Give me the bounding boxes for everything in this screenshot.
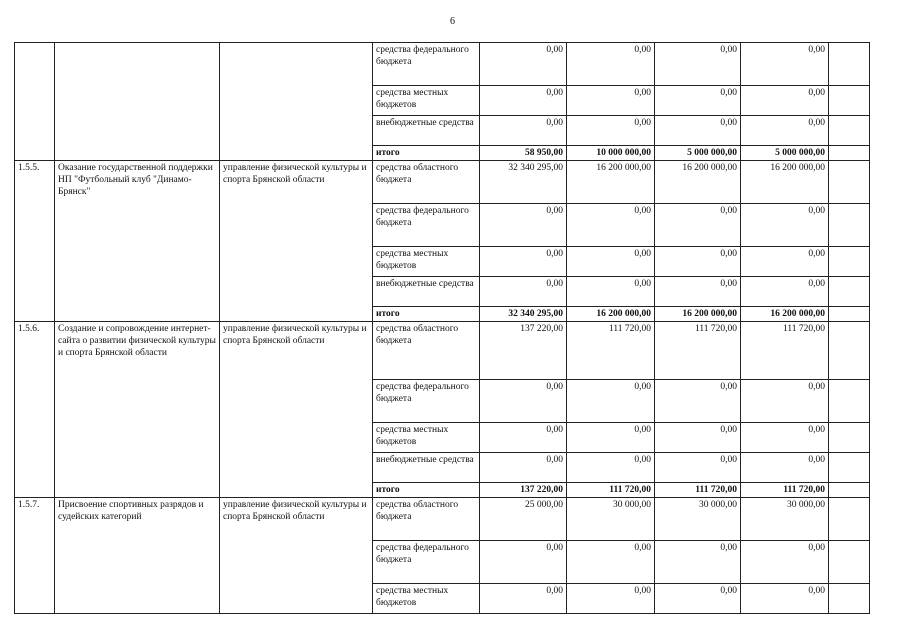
amount-year-3: 111 720,00 xyxy=(655,322,741,380)
empty-cell xyxy=(829,161,870,204)
amount-year-2: 0,00 xyxy=(567,43,655,86)
amount-year-1: 58 950,00 xyxy=(480,146,567,161)
funding-source: средства местных бюджетов xyxy=(373,86,480,116)
amount-year-1: 0,00 xyxy=(480,43,567,86)
page-number: 6 xyxy=(450,16,455,27)
amount-year-2: 0,00 xyxy=(567,453,655,483)
table-row xyxy=(15,498,870,541)
empty-cell xyxy=(829,584,870,614)
empty-cell xyxy=(829,453,870,483)
amount-year-2: 0,00 xyxy=(567,584,655,614)
amount-year-2: 111 720,00 xyxy=(567,322,655,380)
amount-year-4: 30 000,00 xyxy=(741,498,829,541)
empty-cell xyxy=(829,116,870,146)
amount-year-1: 137 220,00 xyxy=(480,483,567,498)
amount-year-3: 5 000 000,00 xyxy=(655,146,741,161)
amount-year-1: 25 000,00 xyxy=(480,498,567,541)
funding-source: средства местных бюджетов xyxy=(373,247,480,277)
amount-year-4: 16 200 000,00 xyxy=(741,307,829,322)
amount-year-4: 5 000 000,00 xyxy=(741,146,829,161)
amount-year-4: 0,00 xyxy=(741,86,829,116)
table-row xyxy=(15,43,870,86)
funding-source: средства местных бюджетов xyxy=(373,423,480,453)
amount-year-4: 111 720,00 xyxy=(741,483,829,498)
funding-source: итого xyxy=(373,146,480,161)
amount-year-3: 0,00 xyxy=(655,116,741,146)
amount-year-2: 16 200 000,00 xyxy=(567,307,655,322)
amount-year-2: 10 000 000,00 xyxy=(567,146,655,161)
item-number: 1.5.6. xyxy=(15,322,55,498)
empty-cell xyxy=(829,146,870,161)
amount-year-3: 0,00 xyxy=(655,584,741,614)
table-row xyxy=(15,161,870,204)
amount-year-3: 0,00 xyxy=(655,380,741,423)
item-number: 1.5.7. xyxy=(15,498,55,614)
amount-year-3: 30 000,00 xyxy=(655,498,741,541)
amount-year-2: 0,00 xyxy=(567,277,655,307)
empty-cell xyxy=(829,247,870,277)
amount-year-1: 0,00 xyxy=(480,453,567,483)
empty-cell xyxy=(829,322,870,380)
amount-year-4: 0,00 xyxy=(741,43,829,86)
amount-year-1: 0,00 xyxy=(480,423,567,453)
empty-cell xyxy=(829,277,870,307)
item-number: 1.5.5. xyxy=(15,161,55,322)
amount-year-3: 0,00 xyxy=(655,86,741,116)
amount-year-4: 0,00 xyxy=(741,453,829,483)
amount-year-4: 0,00 xyxy=(741,247,829,277)
amount-year-2: 0,00 xyxy=(567,380,655,423)
amount-year-2: 0,00 xyxy=(567,541,655,584)
amount-year-2: 0,00 xyxy=(567,204,655,247)
amount-year-2: 0,00 xyxy=(567,116,655,146)
amount-year-3: 0,00 xyxy=(655,541,741,584)
funding-source: средства федерального бюджета xyxy=(373,43,480,86)
empty-cell xyxy=(829,423,870,453)
amount-year-3: 0,00 xyxy=(655,204,741,247)
funding-source: средства федерального бюджета xyxy=(373,204,480,247)
funding-source: итого xyxy=(373,483,480,498)
amount-year-4: 111 720,00 xyxy=(741,322,829,380)
item-name: Оказание государственной поддержки НП "Футбольный клуб "Динамо-Брянск" xyxy=(55,161,220,322)
amount-year-1: 0,00 xyxy=(480,584,567,614)
amount-year-4: 0,00 xyxy=(741,204,829,247)
item-name xyxy=(55,43,220,161)
item-executor: управление физической культуры и спорта Брянской области xyxy=(220,322,373,498)
amount-year-4: 0,00 xyxy=(741,423,829,453)
funding-source: внебюджетные средства xyxy=(373,453,480,483)
amount-year-1: 0,00 xyxy=(480,541,567,584)
funding-source: средства местных бюджетов xyxy=(373,584,480,614)
item-name: Присвоение спортивных разрядов и судейских категорий xyxy=(55,498,220,614)
amount-year-3: 0,00 xyxy=(655,453,741,483)
funding-source: средства областного бюджета xyxy=(373,161,480,204)
amount-year-1: 0,00 xyxy=(480,116,567,146)
amount-year-2: 0,00 xyxy=(567,86,655,116)
budget-table-body xyxy=(15,43,870,614)
amount-year-1: 0,00 xyxy=(480,204,567,247)
amount-year-1: 32 340 295,00 xyxy=(480,307,567,322)
funding-source: средства областного бюджета xyxy=(373,498,480,541)
funding-source: средства федерального бюджета xyxy=(373,541,480,584)
amount-year-3: 16 200 000,00 xyxy=(655,307,741,322)
empty-cell xyxy=(829,380,870,423)
empty-cell xyxy=(829,541,870,584)
empty-cell xyxy=(829,483,870,498)
table-row xyxy=(15,322,870,380)
amount-year-1: 0,00 xyxy=(480,247,567,277)
empty-cell xyxy=(829,498,870,541)
amount-year-1: 0,00 xyxy=(480,277,567,307)
amount-year-1: 0,00 xyxy=(480,86,567,116)
amount-year-4: 0,00 xyxy=(741,584,829,614)
item-executor xyxy=(220,43,373,161)
budget-table xyxy=(14,42,870,614)
amount-year-3: 16 200 000,00 xyxy=(655,161,741,204)
amount-year-2: 30 000,00 xyxy=(567,498,655,541)
amount-year-3: 111 720,00 xyxy=(655,483,741,498)
amount-year-1: 0,00 xyxy=(480,380,567,423)
empty-cell xyxy=(829,307,870,322)
amount-year-4: 0,00 xyxy=(741,116,829,146)
amount-year-4: 0,00 xyxy=(741,277,829,307)
amount-year-3: 0,00 xyxy=(655,423,741,453)
amount-year-3: 0,00 xyxy=(655,247,741,277)
amount-year-2: 0,00 xyxy=(567,247,655,277)
empty-cell xyxy=(829,43,870,86)
funding-source: средства областного бюджета xyxy=(373,322,480,380)
amount-year-4: 0,00 xyxy=(741,380,829,423)
amount-year-1: 32 340 295,00 xyxy=(480,161,567,204)
item-number xyxy=(15,43,55,161)
amount-year-2: 16 200 000,00 xyxy=(567,161,655,204)
amount-year-4: 0,00 xyxy=(741,541,829,584)
empty-cell xyxy=(829,204,870,247)
funding-source: средства федерального бюджета xyxy=(373,380,480,423)
amount-year-4: 16 200 000,00 xyxy=(741,161,829,204)
amount-year-1: 137 220,00 xyxy=(480,322,567,380)
item-executor: управление физической культуры и спорта Брянской области xyxy=(220,161,373,322)
empty-cell xyxy=(829,86,870,116)
item-name: Создание и сопровождение интернет-сайта о развитии физической культуры и спорта Брянской области xyxy=(55,322,220,498)
funding-source: внебюджетные средства xyxy=(373,277,480,307)
amount-year-2: 0,00 xyxy=(567,423,655,453)
funding-source: внебюджетные средства xyxy=(373,116,480,146)
amount-year-2: 111 720,00 xyxy=(567,483,655,498)
funding-source: итого xyxy=(373,307,480,322)
amount-year-3: 0,00 xyxy=(655,277,741,307)
amount-year-3: 0,00 xyxy=(655,43,741,86)
item-executor: управление физической культуры и спорта Брянской области xyxy=(220,498,373,614)
